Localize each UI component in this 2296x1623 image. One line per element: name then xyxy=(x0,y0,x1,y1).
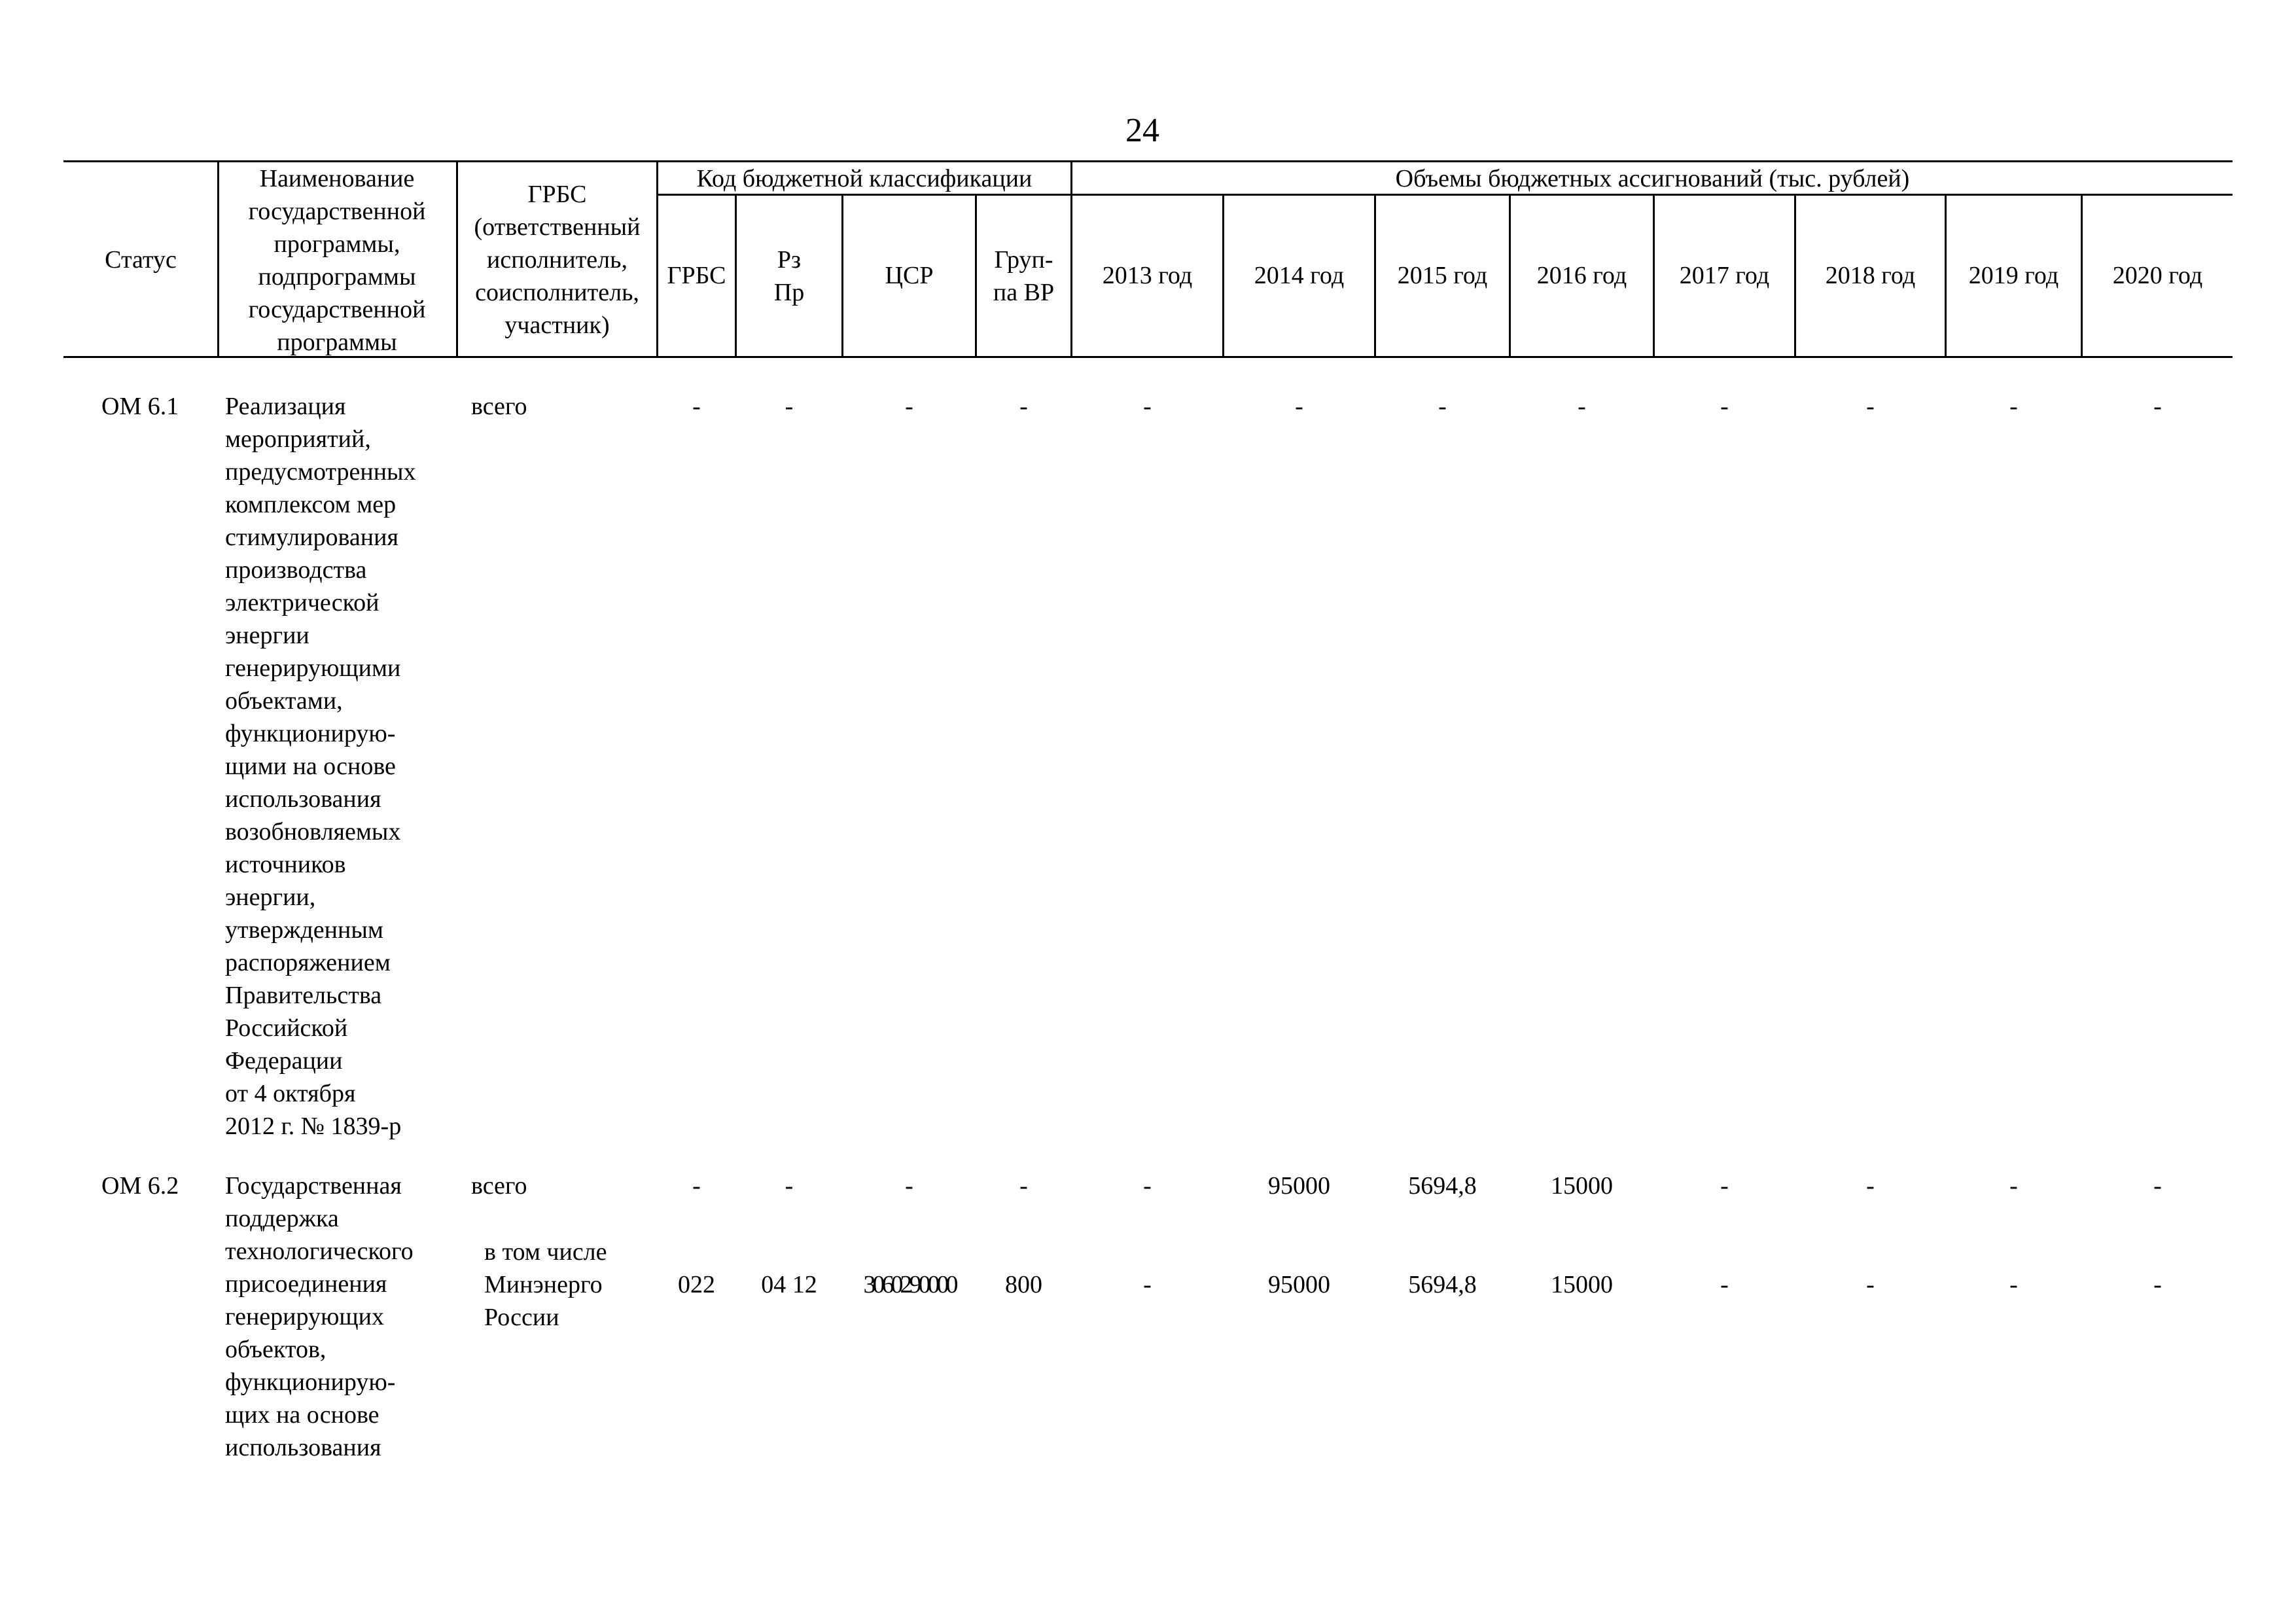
cell-grbs: - xyxy=(692,1172,701,1200)
header-year: 2017 год xyxy=(1679,262,1770,289)
cell-value-2018: - xyxy=(1866,1271,1875,1298)
cell-value-2014: - xyxy=(1295,393,1303,420)
cell-value-2019: - xyxy=(2009,1172,2018,1200)
cell-value-2019: - xyxy=(2009,393,2018,420)
header-grbs: ГРБС xyxy=(667,262,726,289)
cell-value-2016: 15000 xyxy=(1551,1271,1613,1298)
cell-vr: - xyxy=(1019,1172,1028,1200)
row-program-name: Реализация мероприятий, предусмотренных комплексом мер стимулирования производства электрической энергии генерирующими объектами, функционирую- щими на основе использования возобновляемых источников энергии, утвержденным распоряжением Правительства Российской Федерации от 4 октября 2012 г. № 1839-р xyxy=(225,393,416,1140)
cell-value-2017: - xyxy=(1720,1271,1729,1298)
row-grbs-label: всего xyxy=(471,1172,527,1200)
cell-csr: 3060290000 xyxy=(863,1271,955,1298)
row-grbs-label: всего xyxy=(471,393,527,420)
cell-value-2019: - xyxy=(2009,1271,2018,1298)
cell-value-2013: - xyxy=(1143,1271,1152,1298)
cell-rzpr: - xyxy=(785,393,794,420)
cell-vr: - xyxy=(1019,393,1028,420)
header-budget-volumes: Объемы бюджетных ассигнований (тыс. рублей) xyxy=(1395,165,1910,192)
cell-vr: 800 xyxy=(1005,1271,1042,1298)
header-budget-code: Код бюджетной классификации xyxy=(696,165,1033,192)
cell-value-2015: 5694,8 xyxy=(1408,1172,1477,1200)
cell-value-2016: - xyxy=(1578,393,1586,420)
header-year: 2013 год xyxy=(1102,262,1193,289)
cell-value-2014: 95000 xyxy=(1268,1172,1330,1200)
cell-value-2016: 15000 xyxy=(1551,1172,1613,1200)
cell-value-2018: - xyxy=(1866,393,1875,420)
cell-value-2020: - xyxy=(2153,393,2162,420)
header-rzpr: Рз Пр xyxy=(773,246,805,306)
cell-value-2020: - xyxy=(2153,1271,2162,1298)
cell-grbs: - xyxy=(692,393,701,420)
header-year: 2015 год xyxy=(1397,262,1488,289)
cell-rzpr: - xyxy=(785,1172,794,1200)
header-year: 2014 год xyxy=(1254,262,1345,289)
cell-rzpr: 04 12 xyxy=(761,1271,817,1298)
header-year: 2018 год xyxy=(1825,262,1916,289)
cell-value-2018: - xyxy=(1866,1172,1875,1200)
header-vr-group: Груп- па ВР xyxy=(993,246,1055,306)
cell-value-2013: - xyxy=(1143,1172,1152,1200)
page-number: 24 xyxy=(1125,112,1159,149)
cell-value-2017: - xyxy=(1720,1172,1729,1200)
header-grbs-executor: ГРБС (ответственный исполнитель, соисполнитель, участник) xyxy=(474,181,641,339)
cell-value-2015: - xyxy=(1438,393,1447,420)
row-status: ОМ 6.1 xyxy=(101,393,179,420)
cell-grbs: 022 xyxy=(678,1271,715,1298)
row-status: ОМ 6.2 xyxy=(101,1172,179,1200)
cell-csr: - xyxy=(905,1172,913,1200)
header-year: 2020 год xyxy=(2112,262,2203,289)
header-program-name: Наименование государственной программы, подпрограммы государственной программы xyxy=(248,165,426,356)
header-status: Статус xyxy=(105,246,177,274)
row-grbs-label: в том числе Минэнерго России xyxy=(484,1238,607,1331)
cell-value-2015: 5694,8 xyxy=(1408,1271,1477,1298)
cell-value-2020: - xyxy=(2153,1172,2162,1200)
header-year: 2019 год xyxy=(1968,262,2059,289)
cell-csr: - xyxy=(905,393,913,420)
header-csr: ЦСР xyxy=(885,262,934,289)
cell-value-2014: 95000 xyxy=(1268,1271,1330,1298)
cell-value-2017: - xyxy=(1720,393,1729,420)
cell-value-2013: - xyxy=(1143,393,1152,420)
row-program-name: Государственная поддержка технологического присоединения генерирующих объектов, функционирую- щих на основе использования xyxy=(225,1172,414,1461)
header-year: 2016 год xyxy=(1536,262,1627,289)
